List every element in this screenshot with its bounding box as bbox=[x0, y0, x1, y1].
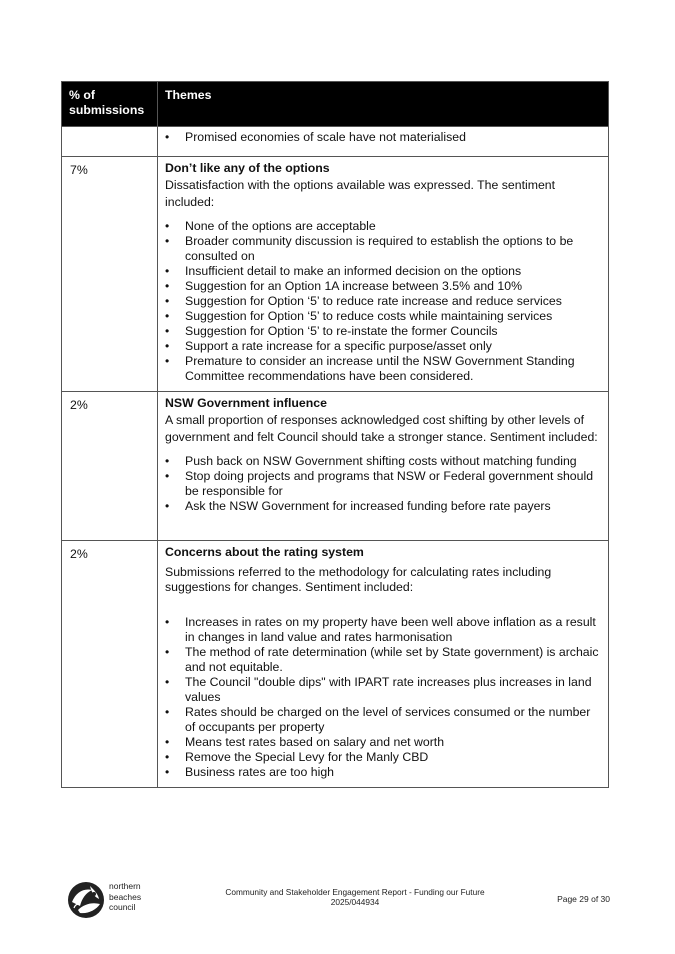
list-item: • Business rates are too high bbox=[185, 765, 602, 780]
list-item: • Broader community discussion is required to establish the options to be consulted on bbox=[185, 234, 602, 264]
theme-bullet-list bbox=[165, 615, 602, 780]
submission-themes-table bbox=[61, 81, 609, 788]
themes-cell bbox=[158, 127, 609, 157]
report-reference: 2025/044934 bbox=[330, 897, 380, 907]
table-row bbox=[62, 157, 609, 392]
logo-line: northern bbox=[109, 881, 141, 891]
report-title: Community and Stakeholder Engagement Report - Funding our Future bbox=[225, 887, 485, 897]
themes-cell bbox=[158, 541, 609, 788]
list-item: • Support a rate increase for a specific purpose/asset only bbox=[185, 339, 602, 354]
theme-bullet-list bbox=[165, 219, 602, 384]
theme-bullet-list bbox=[165, 454, 602, 514]
list-item: • Suggestion for Option ‘5’ to reduce costs while maintaining services bbox=[185, 309, 602, 324]
percent-cell: 7% bbox=[62, 157, 158, 392]
list-item: • Increases in rates on my property have been well above inflation as a result in changes in land value and rates harmonisation bbox=[185, 615, 602, 645]
list-item: • The method of rate determination (while set by State government) is archaic and not equitable. bbox=[185, 645, 602, 675]
theme-heading: Don’t like any of the options bbox=[165, 161, 330, 175]
list-item: • Premature to consider an increase until the NSW Government Standing Committee recommendations have been considered. bbox=[185, 354, 602, 384]
theme-heading: Concerns about the rating system bbox=[165, 545, 364, 559]
percent-cell: 2% bbox=[62, 541, 158, 788]
list-item: • The Council "double dips" with IPART rate increases plus increases in land values bbox=[185, 675, 602, 705]
list-item: • Remove the Special Levy for the Manly CBD bbox=[185, 750, 602, 765]
header-themes: Themes bbox=[158, 82, 609, 127]
theme-description: Dissatisfaction with the options available was expressed. The sentiment included: bbox=[165, 178, 556, 209]
theme-description: Submissions referred to the methodology for calculating rates including suggestions for changes. Sentiment included: bbox=[165, 565, 552, 594]
list-item: • Rates should be charged on the level of services consumed or the number of occupants per property bbox=[185, 705, 602, 735]
percent-cell bbox=[62, 127, 158, 157]
list-item: • Ask the NSW Government for increased funding before rate payers bbox=[185, 499, 602, 514]
header-percent: % of submissions bbox=[62, 82, 158, 127]
list-item: • Insufficient detail to make an informed decision on the options bbox=[185, 264, 602, 279]
list-item: • Suggestion for an Option 1A increase between 3.5% and 10% bbox=[185, 279, 602, 294]
table-header-row bbox=[62, 82, 609, 127]
page-footer bbox=[0, 880, 675, 930]
logo-line: council bbox=[109, 902, 136, 912]
list-item: • None of the options are acceptable bbox=[185, 219, 602, 234]
theme-heading: NSW Government influence bbox=[165, 396, 327, 410]
page-number: Page 29 of 30 bbox=[557, 894, 610, 904]
theme-description: A small proportion of responses acknowledged cost shifting by other levels of government and felt Council should take a stronger stance. Sentiment included: bbox=[165, 413, 598, 444]
table-row bbox=[62, 127, 609, 157]
logo-line: beaches bbox=[109, 891, 142, 902]
themes-cell bbox=[158, 157, 609, 392]
footer-report-info bbox=[200, 887, 510, 907]
table-row bbox=[62, 541, 609, 788]
list-item: • Suggestion for Option ‘5’ to reduce rate increase and reduce services bbox=[185, 294, 602, 309]
themes-cell bbox=[158, 392, 609, 541]
percent-cell: 2% bbox=[62, 392, 158, 541]
logo-wordmark bbox=[109, 881, 141, 913]
theme-bullet-list bbox=[165, 130, 602, 145]
list-item: • Promised economies of scale have not materialised bbox=[185, 130, 602, 145]
northern-beaches-council-logo-icon bbox=[66, 880, 106, 920]
list-item: • Stop doing projects and programs that NSW or Federal government should be responsible for bbox=[185, 469, 602, 499]
list-item: • Suggestion for Option ‘5’ to re-instate the former Councils bbox=[185, 324, 602, 339]
table-row bbox=[62, 392, 609, 541]
list-item: • Push back on NSW Government shifting costs without matching funding bbox=[185, 454, 602, 469]
list-item: • Means test rates based on salary and net worth bbox=[185, 735, 602, 750]
